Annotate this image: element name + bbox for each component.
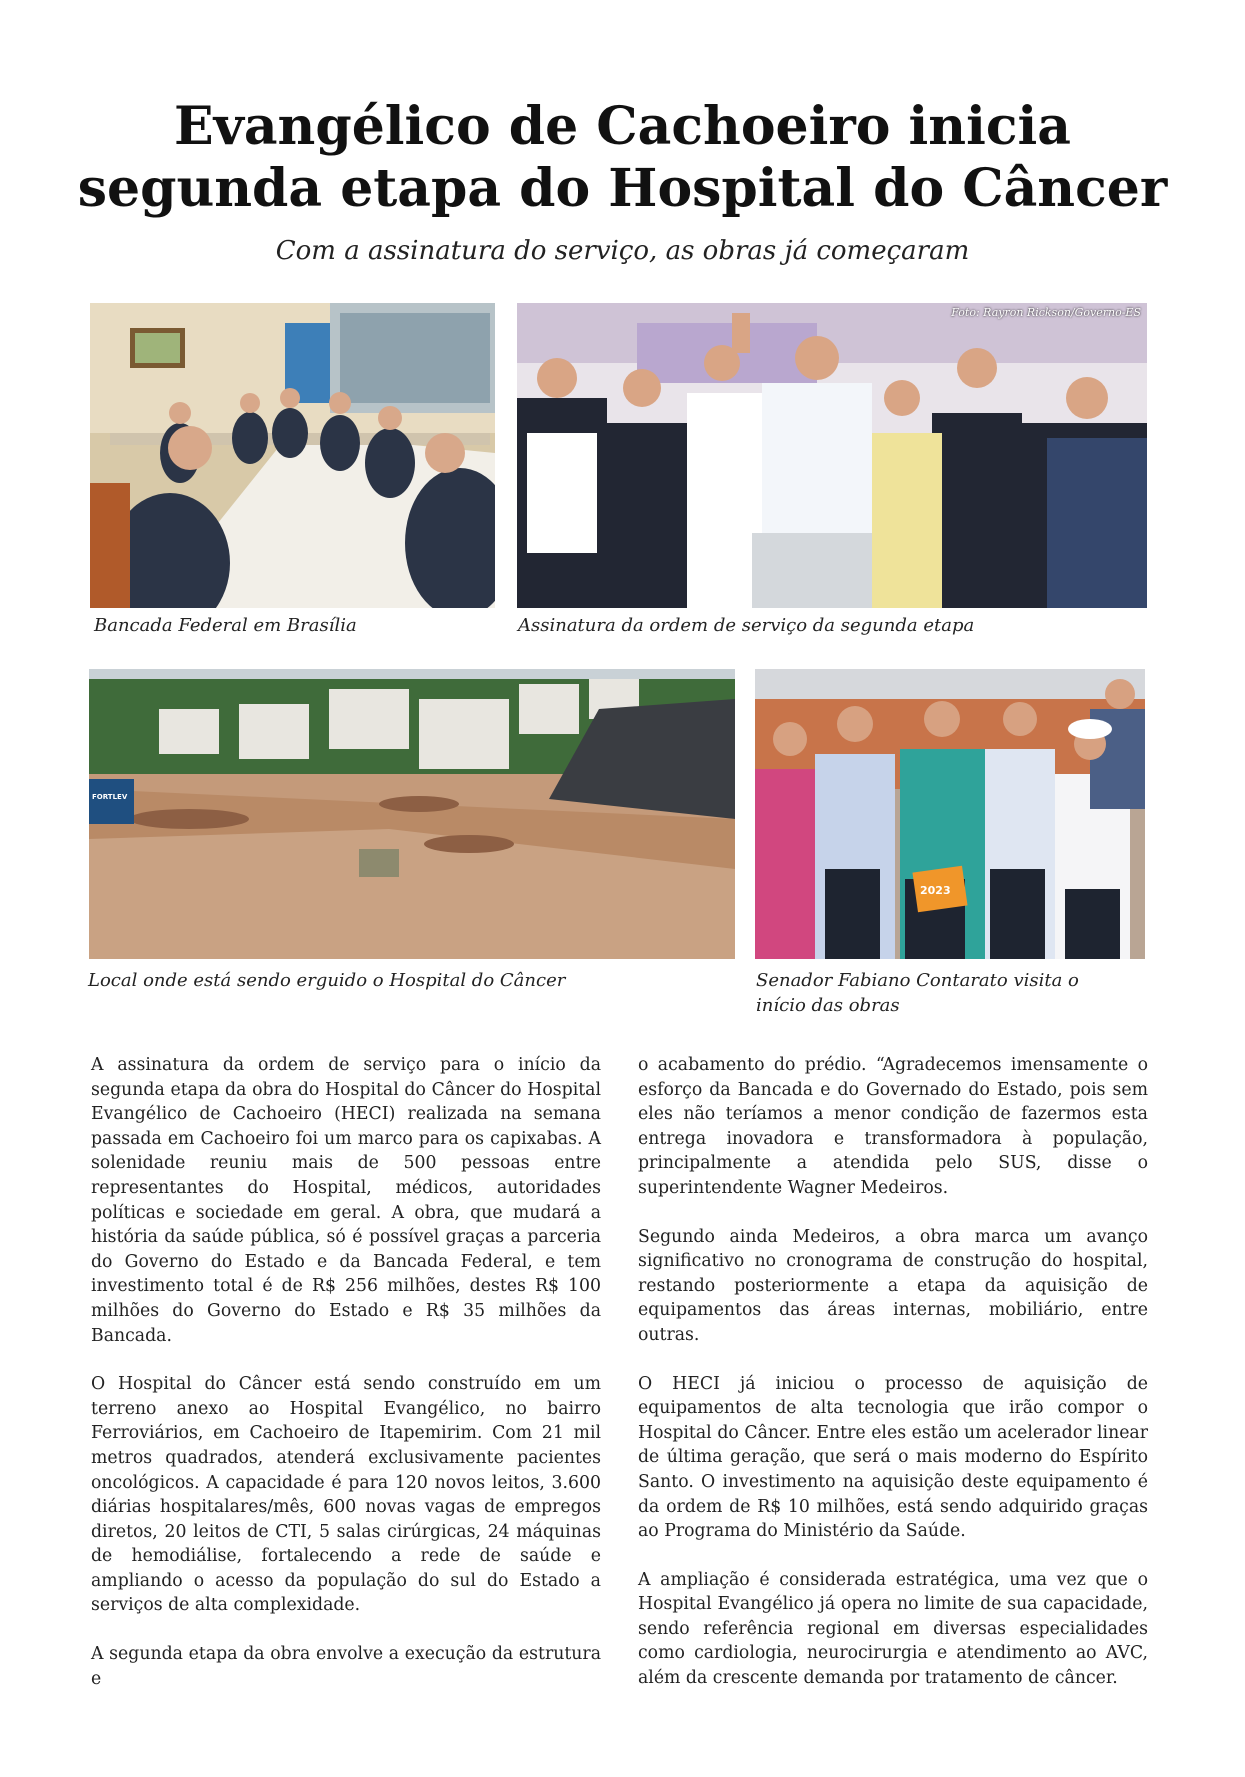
paragraph: A segunda etapa da obra envolve a execução da estrutura e	[91, 1644, 601, 1689]
caption-site: Local onde está sendo erguido o Hospital do Câncer	[88, 970, 566, 991]
photo-signing-ceremony	[517, 303, 1147, 608]
photo-construction-site	[89, 669, 735, 959]
photo-credit: Foto: Rayron Rickson/Governo-ES	[951, 306, 1141, 319]
headline-line-1: Evangélico de Cachoeiro inicia	[174, 96, 1071, 157]
paragraph: O HECI já iniciou o processo de aquisição de equipamentos de alta tecnologia que irão compor o Hospital do Câncer. Entre eles estão um acelerador linear de última geração, que será o mais moderno do Espírito Santo. O investimento na aquisição deste equipamento é da ordem de R$ 10 milhões, está sendo adquirido graças ao Programa do Ministério da Saúde.	[638, 1373, 1148, 1542]
paragraph: O Hospital do Câncer está sendo construído em um terreno anexo ao Hospital Evangélico, no bairro Ferroviários, em Cachoeiro de Itapemirim. Com 21 mil metros quadrados, atenderá exclusivamente pacientes oncológicos. A capacidade é para 120 novos leitos, 3.600 diárias hospitalares/mês, 600 novas vagas de empregos diretos, 20 leitos de CTI, 5 salas cirúrgicas, 24 máquinas de hemodiálise, fortalecendo a rede de saúde e ampliando o acesso da população do sul do Estado a serviços de alta complexidade.	[91, 1374, 601, 1616]
headline-line-2: segunda etapa do Hospital do Câncer	[77, 158, 1168, 219]
paragraph: Segundo ainda Medeiros, a obra marca um avanço significativo no cronograma de construção do hospital, restando posteriormente a etapa da aquisição de equipamentos das áreas internas, mobiliário, entre outras.	[638, 1226, 1148, 1345]
caption-senator	[756, 968, 1079, 1018]
book-label: 2023	[920, 884, 951, 897]
article-subtitle: Com a assinatura do serviço, as obras já começaram	[275, 236, 970, 266]
paragraph: A ampliação é considerada estratégica, uma vez que o Hospital Evangélico já opera no limite de sua capacidade, sendo referência regional em diversas especialidades como cardiologia, neurocirurgia e atendimento ao AVC, além da crescente demanda por tratamento de câncer.	[638, 1569, 1148, 1689]
tank-label: FORTLEV	[92, 793, 128, 801]
caption-brasilia: Bancada Federal em Brasília	[94, 615, 357, 636]
photo-brasilia-meeting	[90, 303, 495, 608]
article-headline	[70, 96, 1175, 220]
caption-senator-line-1: Senador Fabiano Contarato visita o	[756, 970, 1079, 991]
article-body-right	[638, 1053, 1148, 1715]
paragraph: A assinatura da ordem de serviço para o início da segunda etapa da obra do Hospital do Câncer do Hospital Evangélico de Cachoeiro (HECI) realizada na semana passada em Cachoeiro foi um marco para os capixabas. A solenidade reuniu mais de 500 pessoas entre representantes do Hospital, médicos, autoridades políticas e sociedade em geral. A obra, que mudará a história da saúde pública, só é possível graças a parceria do Governo do Estado e da Bancada Federal, e tem investimento total é de R$ 256 milhões, destes R$ 100 milhões do Governo do Estado e R$ 35 milhões da Bancada.	[91, 1055, 601, 1346]
article-body-left	[91, 1053, 601, 1715]
photo-senator-visit	[755, 669, 1145, 959]
paragraph: o acabamento do prédio. “Agradecemos imensamente o esforço da Bancada e do Governado do Estado, pois sem eles não teríamos a menor condição de fazermos esta entrega inovadora e transformadora à população, principalmente a atendida pelo SUS, disse o superintendente Wagner Medeiros.	[638, 1055, 1148, 1198]
caption-signing: Assinatura da ordem de serviço da segunda etapa	[518, 615, 975, 636]
caption-senator-line-2: início das obras	[756, 995, 900, 1016]
